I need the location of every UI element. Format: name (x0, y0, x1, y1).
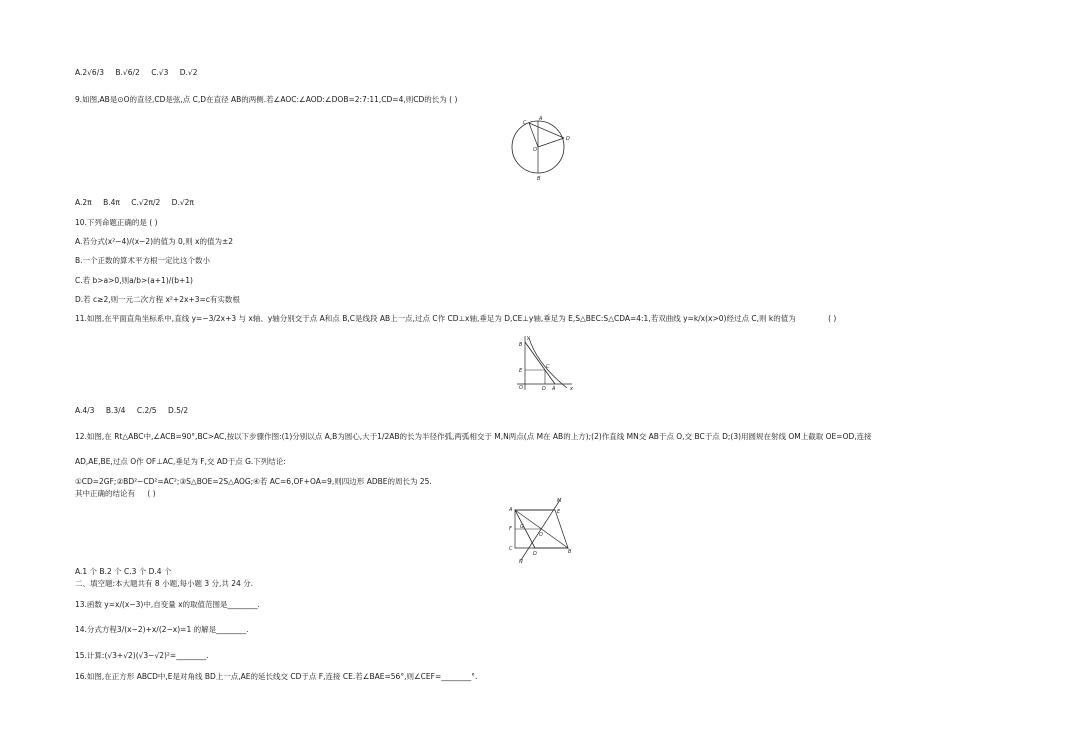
q8-option-c: C.√3 (151, 68, 169, 77)
label-c: C (523, 120, 527, 126)
label-y: y (527, 335, 530, 341)
section-2-heading: 二、填空题:本大题共有 8 小题,每小题 3 分,共 24 分. (75, 579, 254, 588)
q10-option-c: C.若 b>a>0,则a/b>(a+1)/(b+1) (75, 276, 193, 285)
q11-question (75, 314, 836, 323)
label-g: G (520, 524, 524, 530)
q13: 13.函数 y=x/(x−3)中,自变量 x的取值范围是________. (75, 600, 260, 609)
q8-option-b: B.√6/2 (115, 68, 140, 77)
label-f: F (509, 526, 512, 532)
q11-option-a: A.4/3 (75, 406, 95, 415)
label-a: A (552, 386, 556, 392)
q11-options (75, 406, 197, 415)
q8-options (75, 68, 206, 77)
q12-line3: ①CD=2GF;②BD²−CD²=AC²;③S△BOE=2S△AOG;④若 AC=6,OF+OA=9,则四边形 ADBE的周长为 25. (75, 477, 432, 486)
q15: 15.计算:(√3+√2)(√3−√2)²=________. (75, 651, 209, 660)
q11-paren: ( ) (828, 314, 837, 323)
label-c: C (546, 364, 550, 370)
q9-option-c: C.√2π/2 (131, 198, 161, 207)
q10-paren: ( ) (149, 218, 158, 227)
q11-option-d: D.5/2 (167, 406, 189, 415)
q10-option-a: A.若分式(x²−4)/(x−2)的值为 0,则 x的值为±2 (75, 237, 234, 246)
label-b: B (568, 549, 572, 555)
label-d: D (566, 136, 570, 142)
label-e: E (519, 368, 523, 374)
q9-text: 9.如图,AB是⊙O的直径,CD是弦,点 C,D在直径 AB的两侧.若∠AOC:∠AOD:∠DOB=2:7:11,CD=4,则CD的长为 (75, 95, 447, 104)
q11-option-c: C.2/5 (136, 406, 157, 415)
q9-option-b: B.4π (103, 198, 120, 207)
label-a: A (539, 116, 543, 122)
q12-geometry-figure (505, 498, 575, 564)
q8-option-a: A.2√6/3 (75, 68, 105, 77)
label-x: x (570, 386, 573, 392)
q10-text: 10.下列命题正确的是 (75, 218, 147, 227)
label-c: C (509, 546, 513, 552)
q16: 16.如图,在正方形 ABCD中,E是对角线 BD上一点,AE的延长线交 CD于点 F,连接 CE.若∠BAE=56°,则∠CEF=________°. (75, 672, 478, 681)
label-m: M (557, 498, 562, 504)
q9-option-d: D.√2π (171, 198, 194, 207)
label-n: N (519, 559, 523, 564)
hyperbola (529, 338, 567, 388)
q14: 14.分式方程3/(x−2)+x/(2−x)=1 的解是________. (75, 625, 249, 634)
q9-option-a: A.2π (75, 198, 92, 207)
q11-coordinate-figure (507, 334, 577, 394)
label-o: O (539, 532, 543, 538)
label-o: O (519, 385, 523, 391)
q12-paren: ( ) (147, 489, 156, 498)
label-o: O (533, 147, 537, 153)
label-d: D (542, 386, 546, 392)
q9-circle-figure (505, 113, 575, 188)
q10-question (75, 218, 158, 227)
q9-question (75, 95, 457, 104)
q9-paren: ( ) (449, 95, 458, 104)
label-e: E (557, 509, 561, 515)
label-b: B (519, 342, 523, 348)
chord-cd (529, 123, 564, 138)
line-ab (525, 342, 555, 384)
q9-options (75, 198, 203, 207)
q10-option-b: B.一个正数的算术平方根一定比这个数小 (75, 256, 211, 265)
q12-line4 (75, 489, 156, 498)
q10-option-d: D.若 c≥2,则一元二次方程 x²+2x+3=c有实数根 (75, 295, 240, 304)
q12-text: 其中正确的结论有 (75, 489, 135, 498)
q11-option-b: B.3/4 (105, 406, 126, 415)
q12-line1: 12.如图,在 Rt△ABC中,∠ACB=90°,BC>AC,按以下步骤作图:(1)分别以点 A,B为圆心,大于1/2AB的长为半径作弧,两弧相交于 M,N两点(点 M在 AB的上方);(2)作直线 MN交 AB于点 O,交 BC于点 D;(3)用圆规在射线 OM上截取 OE=OD,连接 (75, 432, 872, 441)
q8-option-d: D.√2 (179, 68, 198, 77)
label-a: A (509, 507, 513, 513)
q12-options: A.1 个 B.2 个 C.3 个 D.4 个 (75, 567, 172, 576)
label-d: D (533, 551, 537, 557)
line-mn (521, 500, 560, 560)
q12-line2: AD,AE,BE,过点 O作 OF⊥AC,垂足为 F,交 AD于点 G.下列结论: (75, 457, 286, 466)
q11-text: 11.如图,在平面直角坐标系中,直线 y=−3/2x+3 与 x轴、y轴分别交于点 A和点 B,C是线段 AB上一点,过点 C作 CD⊥x轴,垂足为 D,CE⊥y轴,垂足为 E,S△BEC:S△CDA=4:1,若双曲线 y=k/x(x>0)经过点 C,则 k的值为 (75, 314, 796, 323)
label-b: B (537, 176, 541, 182)
